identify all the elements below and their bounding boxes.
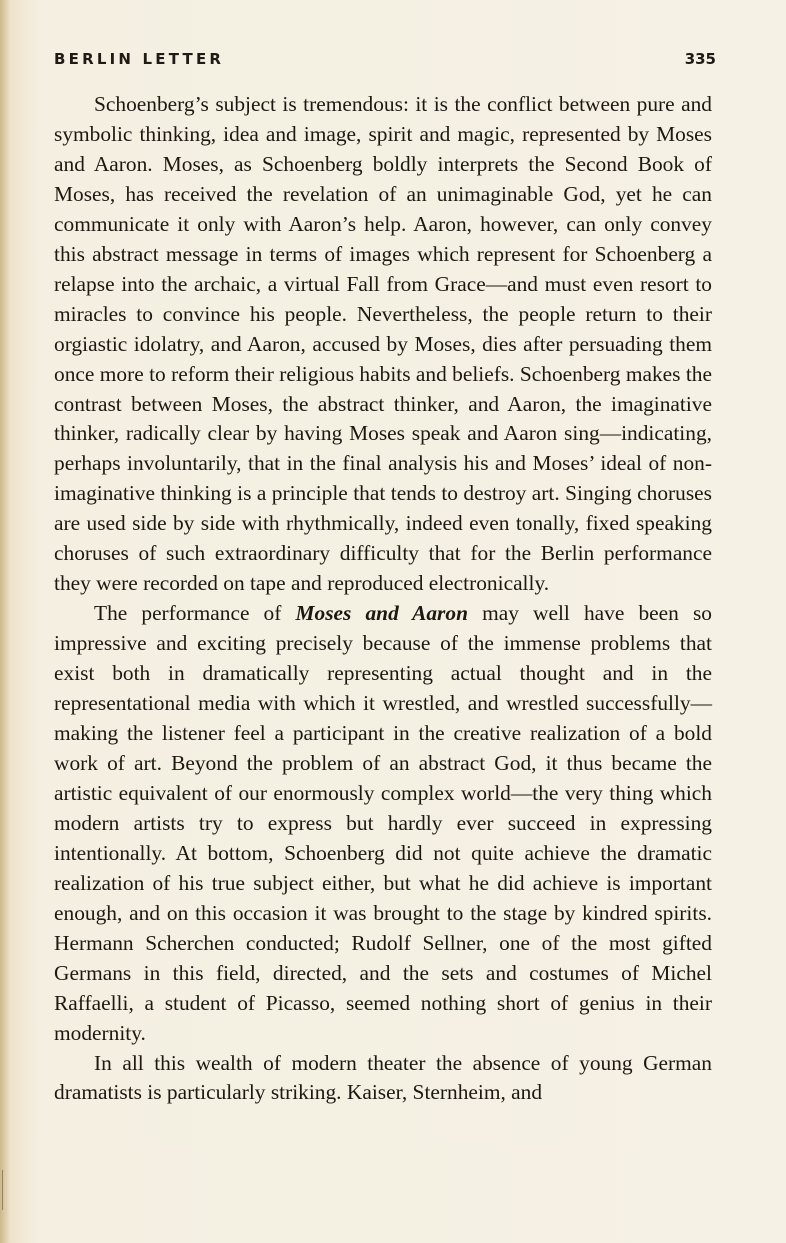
page-header: [54, 50, 716, 74]
work-title: Moses and Aaron: [295, 601, 468, 626]
paragraph-1: Schoenberg’s subject is tremendous: it is the conflict between pure and symbolic thinking, idea and image, spirit and magic, represented by Moses and Aaron. Moses, as Schoenberg boldly interprets the Second Book of Moses, has received the revelation of an unimaginable God, yet he can communicate it only with Aaron’s help. Aaron, however, can only convey this abstract message in terms of images which represent for Schoenberg a relapse into the archaic, a virtual Fall from Grace—and must even resort to miracles to convince his people. Nevertheless, the people return to their orgiastic idolatry, and Aaron, accused by Moses, dies after persuading them once more to reform their religious habits and beliefs. Schoenberg makes the contrast between Moses, the abstract thinker, and Aaron, the imaginative thinker, radically clear by having Moses speak and Aaron sing—indicating, perhaps involuntarily, that in the final analysis his and Moses’ ideal of non-imaginative thinking is a principle that tends to destroy art. Singing choruses are used side by side with rhythmically, indeed even tonally, fixed speaking choruses of such extraordinary difficulty that for the Berlin performance they were recorded on tape and reproduced electronically.: [54, 92, 712, 596]
page-number: 335: [684, 50, 716, 68]
paragraph-2: [54, 599, 712, 1048]
paragraph-2-start: The performance of: [94, 601, 296, 626]
paragraph-3: In all this wealth of modern theater the absence of young German dramatists is particularly striking. Kaiser, Sternheim, and: [54, 1050, 712, 1105]
paragraph-2-rest: may well have been so impressive and exciting precisely because of the immense problems that exist both in dramatically representing actual thought and in the representational media with which it wrestled, and wrestled successfully—making the listener feel a participant in the creative realization of a bold work of art. Beyond the problem of an abstract God, it thus became the artistic equivalent of our enormously complex world—the very thing which modern artists try to express but hardly ever succeed in expressing intentionally. At bottom, Schoenberg did not quite achieve the dramatic realization of his true subject either, but what he did achieve is important enough, and on this occasion it was brought to the stage by kindred spirits. Hermann Scherchen conducted; Rudolf Sellner, one of the most gifted Germans in this field, directed, and the sets and costumes of Michel Raffaelli, a student of Picasso, seemed nothing short of genius in their modernity.: [54, 601, 712, 1045]
spine-shadow: [0, 0, 10, 1243]
body-text: [54, 90, 712, 1108]
margin-mark: [2, 1170, 11, 1210]
running-head: BERLIN LETTER: [54, 50, 225, 68]
